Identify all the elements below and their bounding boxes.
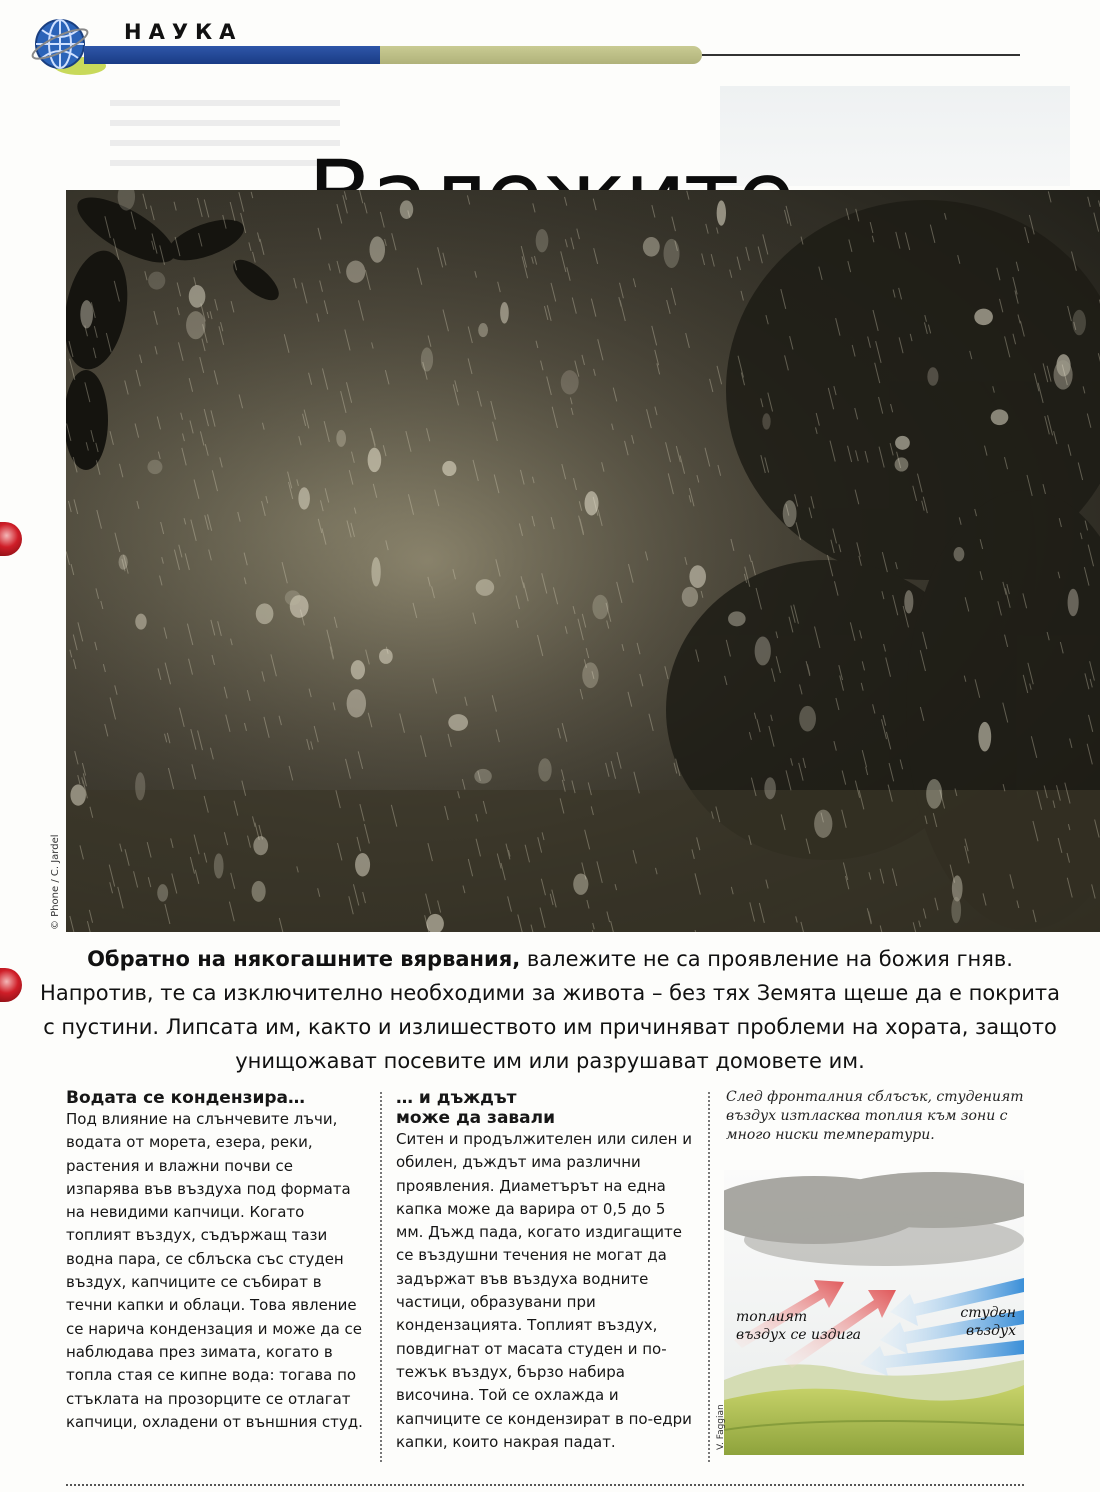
- column-heading: Водата се кондензира…: [66, 1088, 306, 1108]
- section-title: НАУКА: [124, 20, 243, 44]
- intro-paragraph: [40, 942, 1060, 1078]
- intro-lead: Обратно на някогашните вярвания,: [87, 947, 521, 971]
- column-heading: [396, 1088, 696, 1128]
- diagram-caption: След фронталния сблъсък, студеният въздух изтласква топлия към зони с много ниски температури.: [726, 1089, 1024, 1143]
- bottom-rule: [66, 1484, 1024, 1486]
- header-rule: [702, 54, 1020, 56]
- diagram-credit: V. Faggian: [716, 1404, 726, 1450]
- intro-text: валежите не са проявление на божия гняв. Напротив, те са изключително необходими за живота – без тях Земята щеше да е покрита с пустини. Липсата им, както и излишеството им причиняват проблеми на хората, защото унищожават посевите им или разрушават домовете им.: [40, 947, 1060, 1073]
- bleed-through-text: [760, 14, 1060, 44]
- column-body: Под влияние на слънчевите лъчи, водата от морета, езера, реки, растения и влажни почви се изпарява във въздуха под формата на невидими капчици. Когато топлият въздух, съдържащ тази водна пара, се сблъска със студен въздух, капчиците се събират в течни капки и облаци. Това явление се нарича кондензация и може да се наблюдава през зимата, когато в топла стая се кипне вода: тогава по стъклата на прозорците се отлагат капчици, охладени от външния студ.: [66, 1110, 363, 1431]
- column-divider: [708, 1092, 710, 1462]
- warm-air-label-line: топлият: [736, 1309, 808, 1325]
- column-heading-line: … и дъждът: [396, 1088, 517, 1108]
- column-divider: [380, 1092, 382, 1462]
- binder-hole: [0, 522, 22, 556]
- cold-air-label: [930, 1304, 1016, 1340]
- header-band-blue: [84, 46, 380, 64]
- article-column-condensation: [66, 1088, 366, 1434]
- binder-hole: [0, 968, 22, 1002]
- article-column-rain: [396, 1088, 696, 1454]
- rain-photo: [66, 190, 1100, 932]
- header-band-olive: [380, 46, 702, 64]
- warm-air-label-line: въздух се издига: [736, 1327, 861, 1343]
- photo-credit: © Phone / C. Jardel: [50, 834, 61, 930]
- column-body: Ситен и продължителен или силен и обилен, дъждът има различни проявления. Диаметърът на една капка може да варира от 0,5 до 5 мм. Дъжд пада, когато издигащите се въздушни течения не могат да задържат във въздуха водните частици, образувани при кондензацията. Топлият въздух, повдигнат от масата студен и по-тежък въздух, бързо набира височина. Той се охлажда и капчиците се кондензират в по-едри капки, които накрая падат.: [396, 1130, 692, 1451]
- cold-air-label-line: студен: [960, 1305, 1016, 1321]
- cold-air-label-line: въздух: [965, 1323, 1016, 1339]
- column-heading-line: може да завали: [396, 1108, 556, 1128]
- warm-air-label: [736, 1308, 861, 1344]
